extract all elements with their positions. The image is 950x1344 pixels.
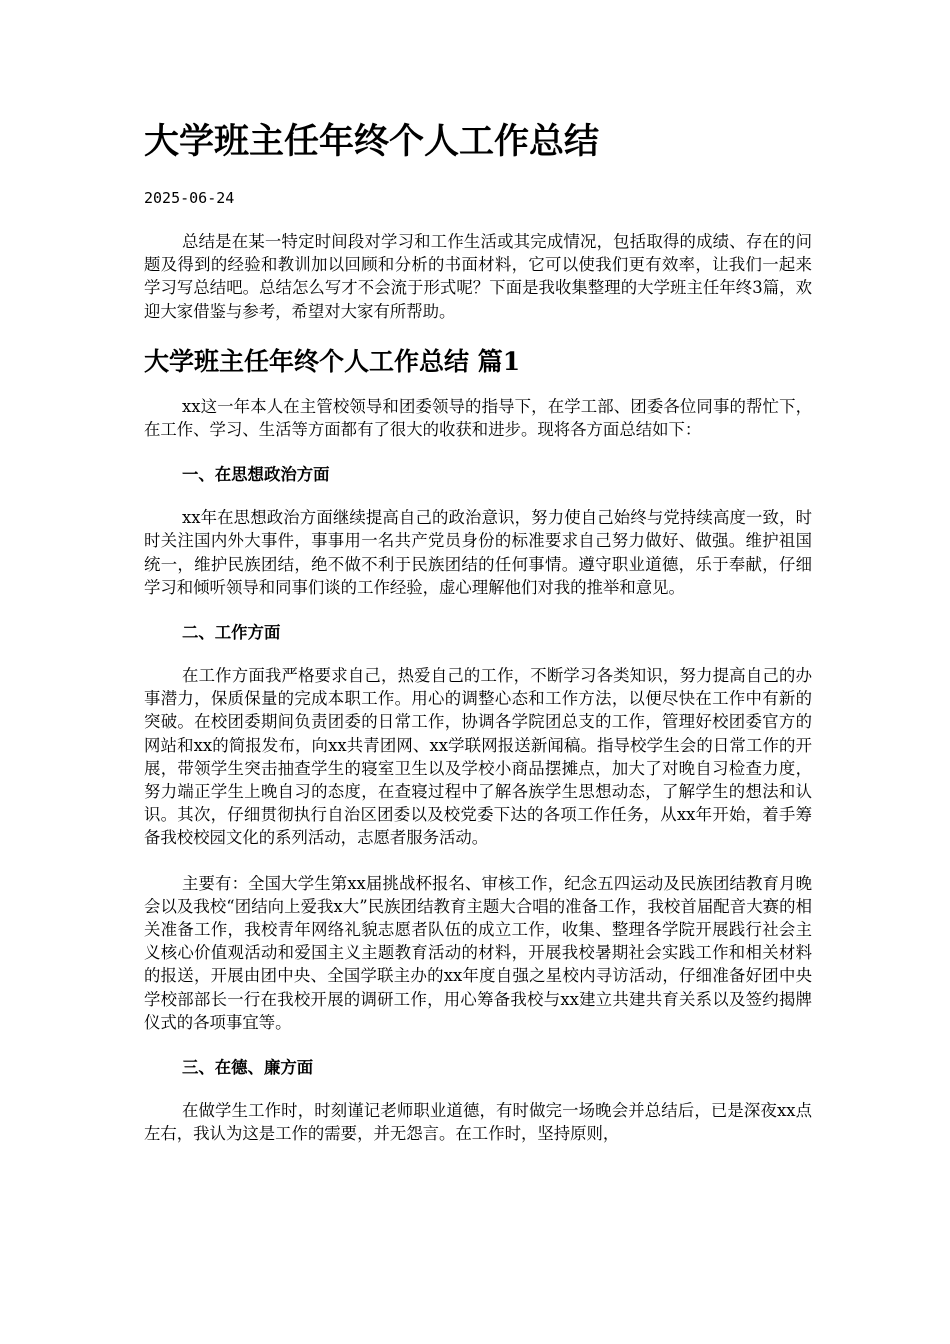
document-title: 大学班主任年终个人工作总结 [144, 121, 600, 162]
subheading-ethics: 三、在德、廉方面 [182, 1058, 314, 1078]
section-heading: 大学班主任年终个人工作总结 篇1 [144, 346, 521, 376]
work-activities-paragraph: 主要有：全国大学生第xx届挑战杯报名、审核工作，纪念五四运动及民族团结教育月晚会以及我校“团结向上爱我x大”民族团结教育主题大合唱的准备工作，我校首届配音大赛的相关准备工作，我校青年网络礼貌志愿者队伍的成立工作，收集、整理各学院开展践行社会主义核心价值观活动和爱国主义主题教育活动的材料，开展我校暑期社会实践工作和相关材料的报送，开展由团中央、全国学联主办的xx年度自强之星校内寻访活动，仔细准备好团中央学校部部长一行在我校开展的调研工作，用心筹备我校与xx建立共建共育关系以及签约揭牌仪式的各项事宜等。 [144, 873, 812, 1032]
subheading-politics: 一、在思想政治方面 [182, 465, 330, 485]
opening-paragraph: xx这一年本人在主管校领导和团委领导的指导下，在学工部、团委各位同事的帮忙下，在工作、学习、生活等方面都有了很大的收获和进步。现将各方面总结如下： [144, 396, 812, 440]
work-paragraph: 在工作方面我严格要求自己，热爱自己的工作，不断学习各类知识，努力提高自己的办事潜力，保质保量的完成本职工作。用心的调整心态和工作方法，以便尽快在工作中有新的突破。在校团委期间负责团委的日常工作，协调各学院团总支的工作，管理好校团委官方的网站和xx的简报发布，向xx共青团网、xx学联网报送新闻稿。指导校学生会的日常工作的开展，带领学生突击抽查学生的寝室卫生以及学校小商品摆摊点，加大了对晚自习检查力度，努力端正学生上晚自习的态度，在查寝过程中了解各族学生思想动态，了解学生的想法和认识。其次，仔细贯彻执行自治区团委以及校党委下达的各项工作任务，从xx年开始，着手筹备我校校园文化的系列活动，志愿者服务活动。 [144, 666, 812, 848]
subheading-work: 二、工作方面 [182, 623, 281, 643]
document-page [144, 118, 812, 1167]
ethics-paragraph: 在做学生工作时，时刻谨记老师职业道德，有时做完一场晚会并总结后，已是深夜xx点左右，我认为这是工作的需要，并无怨言。在工作时，坚持原则， [144, 1101, 812, 1144]
intro-paragraph: 总结是在某一特定时间段对学习和工作生活或其完成情况，包括取得的成绩、存在的问题及得到的经验和教训加以回顾和分析的书面材料，它可以使我们更有效率，让我们一起来学习写总结吧。总结怎么写才不会流于形式呢？下面是我收集整理的大学班主任年终3篇，欢迎大家借鉴与参考，希望对大家有所帮助。 [144, 232, 812, 321]
publish-date: 2025-06-24 [144, 189, 235, 207]
politics-paragraph: xx年在思想政治方面继续提高自己的政治意识，努力使自己始终与党持续高度一致，时时关注国内外大事件，事事用一名共产党员身份的标准要求自己努力做好、做强。维护祖国统一，维护民族团结，绝不做不利于民族团结的任何事情。遵守职业道德，乐于奉献，仔细学习和倾听领导和同事们谈的工作经验，虚心理解他们对我的推举和意见。 [144, 508, 812, 597]
